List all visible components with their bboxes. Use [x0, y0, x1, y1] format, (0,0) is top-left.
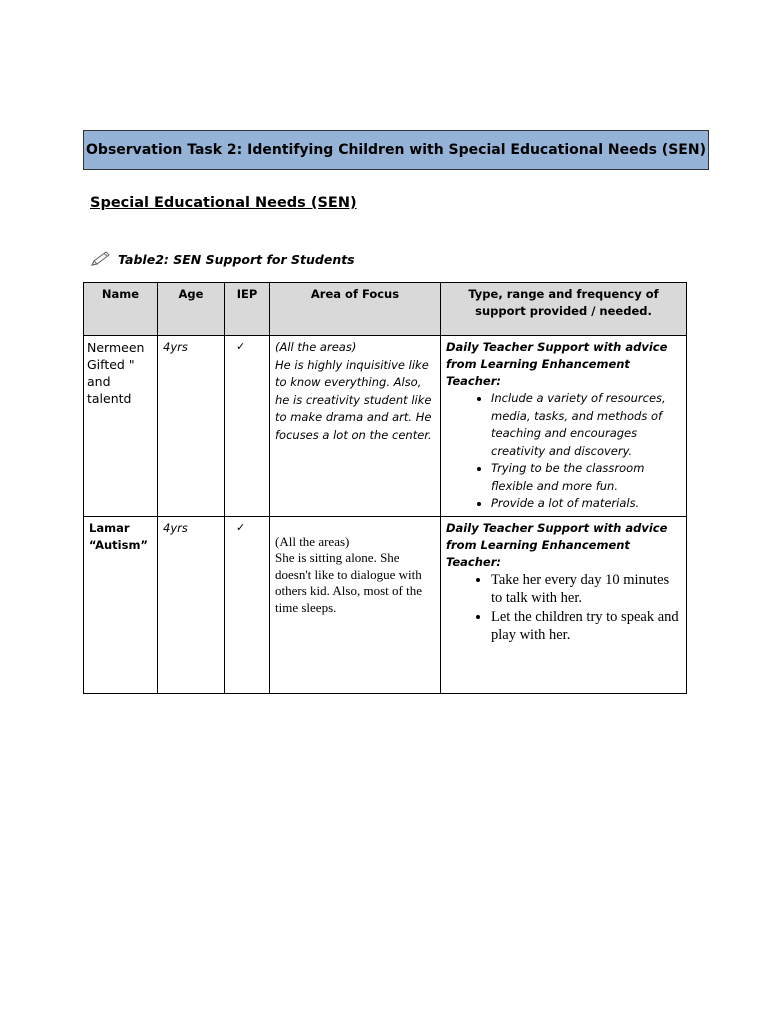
list-item: • Provide a lot of materials.: [491, 495, 681, 513]
student-name: Nermeen Gifted " and talentd: [87, 340, 145, 406]
table-header-row: [84, 283, 687, 336]
support-list: [446, 390, 681, 513]
list-item: • Include a variety of resources, media, tasks, and methods of teaching and encourages creativity and discovery.: [491, 390, 681, 460]
cell-area-of-focus: [270, 516, 441, 693]
student-condition: “Autism”: [89, 537, 148, 552]
cell-area-of-focus: [270, 336, 441, 517]
cell-age: [158, 336, 225, 517]
table-row: [84, 336, 687, 517]
cell-name: [84, 516, 158, 693]
support-list: [446, 571, 681, 644]
check-icon: ✓: [236, 520, 246, 534]
header-support: Type, range and frequency of support provided / needed.: [441, 283, 687, 336]
cell-name: [84, 336, 158, 517]
document-title-box: [83, 130, 709, 170]
area-title: (All the areas): [275, 340, 357, 354]
document-title: Observation Task 2: Identifying Children with Special Educational Needs (SEN): [86, 142, 706, 158]
check-icon: ✓: [236, 340, 246, 353]
cell-iep: [225, 516, 270, 693]
list-item: • Trying to be the classroom flexible and more fun.: [491, 460, 681, 495]
list-item: • Take her every day 10 minutes to talk with her.: [491, 571, 681, 607]
cell-support: [441, 336, 687, 517]
support-title: Daily Teacher Support with advice from Learning Enhancement Teacher:: [446, 520, 668, 569]
sen-support-table: [83, 282, 687, 694]
pencil-icon: [90, 250, 112, 268]
section-heading: Special Educational Needs (SEN): [90, 195, 357, 211]
header-name: Name: [84, 283, 158, 336]
header-area-of-focus: Area of Focus: [270, 283, 441, 336]
student-age: 4yrs: [163, 520, 188, 535]
area-title: (All the areas): [275, 533, 350, 549]
header-iep: IEP: [225, 283, 270, 336]
cell-age: [158, 516, 225, 693]
table-caption: [90, 250, 355, 268]
cell-iep: [225, 336, 270, 517]
area-text: She is sitting alone. She doesn't like to dialogue with others kid. Also, most of the time sleeps.: [275, 550, 422, 615]
student-age: 4yrs: [163, 340, 188, 354]
cell-support: [441, 516, 687, 693]
student-name: Lamar: [89, 520, 130, 535]
support-title: Daily Teacher Support with advice from Learning Enhancement Teacher:: [446, 340, 668, 388]
table-caption-text: Table2: SEN Support for Students: [118, 251, 355, 267]
area-text: He is highly inquisitive like to know everything. Also, he is creativity student like to make drama and art. He focuses a lot on the center.: [275, 357, 432, 442]
list-item: • Let the children try to speak and play with her.: [491, 608, 681, 644]
header-age: Age: [158, 283, 225, 336]
table-row: [84, 516, 687, 693]
